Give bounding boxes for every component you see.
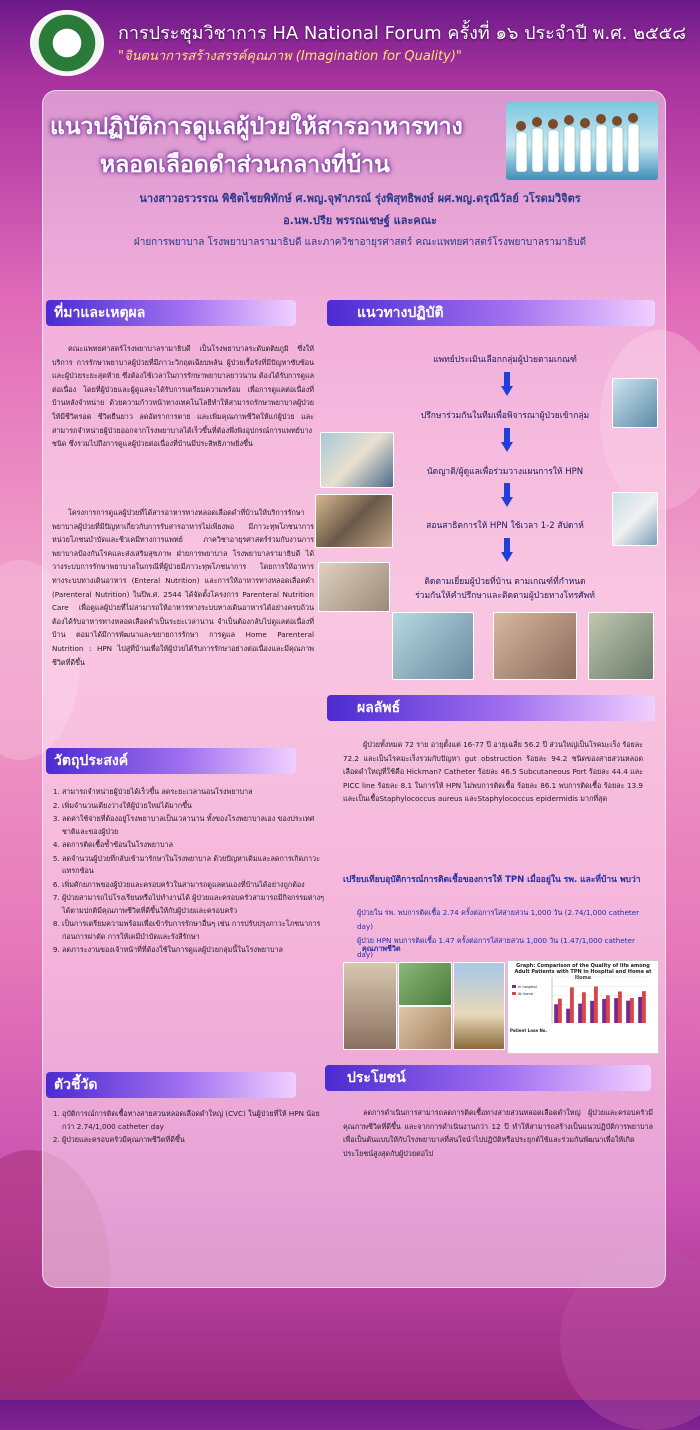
quality-photo xyxy=(398,962,452,1006)
chart-bar xyxy=(590,1001,594,1023)
benefit-para: ลดการดำเนินการสามารถลดการติดเชื้อทางสายสวนหลอดเลือดดำใหญ่ ผู้ป่วยและครอบครัวมีคุณภาพชีวิตที่ดีขึ้น และจากการดำเนินงานกว่า 12 ปี ทำให้สามารถสร้างเป็นแนวปฏิบัติการพยาบาล เพื่อเป็นต้นแบบให้กับโรงพยาบาลที่สนใจนำไปปฏิบัติหรือประยุกต์ใช้และร่วมกันพัฒนาเพื่อให้เกิดประโยชน์สูงสุดกับผู้ป่วยต่อไป xyxy=(343,1108,653,1158)
benefit-heading: ประโยชน์ xyxy=(325,1065,651,1091)
poster-title-line2: หลอดเลือดดำส่วนกลางที่บ้าน xyxy=(100,152,390,178)
background-para2: โครงการการดูแลผู้ป่วยที่ได้สารอาหารทางหลอดเลือดดำที่บ้านให้บริการรักษาพยาบาลผู้ป่วยที่มีปัญหาเกี่ยวกับการรับสารอาหารไม่เพียงพอ มีภาวะทุพโภชนาการ หน่วยโภชนบำบัดและชีวเคมีทางการแพทย์ ภาควิชาอายุรศาสตร์ร่วมกับงานการพยาบาลป้องกันโรคและส่งเสริมสุขภาพ ฝ่ายการพยาบาล โรงพยาบาลรามาธิบดี ได้วางระบบการรักษาพยาบาลในกรณีที่ผู้ป่วยมีภาวะทุพโภชนาการ โดยการให้อาหารทางระบบทางเดินอาหาร (Enteral Nutrition) และการให้อาหารทางหลอดเลือดดำ (Parenteral Nutrition) ในปีพ.ศ. 2544 ได้จัดตั้งโครงการ Parenteral Nutrition Care เพื่อดูแลผู้ป่วยที่ไม่สามารถให้อาหารทางระบบทางเดินอาหารได้อย่างครบถ้วน ต้องได้รับอาหารทางหลอดเลือดดำเป็นระยะเวลานาน จำเป็นต้องกลับไปดูแลต่อเนื่องที่บ้าน ตอมาได้มีการพัฒนาและขยายการรักษา การดูแล Home Parenteral Nutrition : HPN ไปสู่ที่บ้านเพื่อให้ผู้ป่วยได้รับการรักษาอย่างต่อเนื่องและมีคุณภาพชีวิตที่ดีขึ้น xyxy=(52,508,314,667)
chart-bar xyxy=(606,995,610,1023)
chart-legend-swatch xyxy=(512,992,516,995)
chart-bar xyxy=(578,1004,582,1023)
practice-photo xyxy=(612,378,658,428)
indicators-heading: ตัวชี้วัด xyxy=(46,1072,296,1098)
conference-title: การประชุมวิชาการ HA National Forum ครั้งที่ ๑๖ ประจำปี พ.ศ. ๒๕๕๘ xyxy=(118,23,687,44)
objective-item: 7. ผู้ป่วยสามารถไปโรงเรียนหรือไปทำงานได้ ผู้ป่วยและครอบครัวสามารถมีกิจกรรมต่างๆได้ตามปกติมีคุณภาพชีวิตที่ดีขึ้นให้กับผู้ป่วยและครอบครัว xyxy=(62,892,324,917)
chart-bar xyxy=(566,1009,570,1023)
flow-step-3: นัดญาติ/ผู้ดูแลเพื่อร่วมวางแผนการให้ HPN xyxy=(426,467,584,477)
chart-legend-swatch xyxy=(512,985,516,988)
chart-bar xyxy=(614,998,618,1023)
flow-step-5: ติดตามเยี่ยมผู้ป่วยที่บ้าน ตามเกณฑ์ที่กำหนด xyxy=(424,577,586,587)
chart-bar xyxy=(638,997,642,1023)
results-heading: ผลลัพธ์ xyxy=(327,695,655,721)
objective-item: 8. เป็นการเตรียมความพร้อมเพื่อเข้ารับการรักษาอื่นๆ เช่น การปรับปรุงภาวะโภชนาการก่อนการผ่าตัด การให้เคมีบำบัดและรังสีรักษา xyxy=(62,918,324,943)
practice-heading: แนวทางปฏิบัติ xyxy=(327,300,655,326)
chart-legend-label: In hospital xyxy=(518,985,537,989)
practice-photo xyxy=(392,612,474,680)
objectives-heading: วัตถุประสงค์ xyxy=(46,748,296,774)
objective-item: 1. สามารถจำหน่ายผู้ป่วยได้เร็วขึ้น ลดระยะเวลานอนโรงพยาบาล xyxy=(62,786,324,799)
objective-item: 9. ลดภาระงานของเจ้าหน้าที่ที่ต้องใช้ในการดูแลผู้ป่วยกลุ่มนี้ในโรงพยาบาล xyxy=(62,944,324,957)
practice-photo xyxy=(612,492,658,546)
chart-bar xyxy=(554,1004,558,1023)
quality-photo xyxy=(453,962,505,1050)
flow-step-2: ปรึกษาร่วมกันในทีมเพื่อพิจารณาผู้ป่วยเข้ากลุ่ม xyxy=(420,411,590,421)
chart-bar xyxy=(626,1001,630,1023)
hospital-logo xyxy=(30,10,104,76)
objective-item: 5. ลดจำนวนผู้ป่วยที่กลับเข้ามารักษาในโรงพยาบาล ด้วยปัญหาเดิมและลดการเกิดภาวะแทรกซ้อน xyxy=(62,853,324,878)
indicator-item: 2. ผู้ป่วยและครอบครัวมีคุณภาพชีวิตที่ดีขึ้น xyxy=(62,1134,324,1147)
objectives-list xyxy=(50,786,324,958)
results-para: ผู้ป่วยทั้งหมด 72 ราย อายุตั้งแต่ 16-77 ปี อายุเฉลี่ย 56.2 ปี ส่วนใหญ่เป็นโรคมะเร็ง ร้อยละ 72.2 และเป็นโรคมะเร็งรวมกับปัญหา gut obstruction ร้อยละ 94.2 ชนิดของสายสวนหลอดเลือดดำใหญ่ที่ใช้คือ Hickman? Catheter ร้อยละ 46.5 Subcutaneous Port ร้อยละ 44.4 และ PICC line ร้อยละ 8.1 ในการให้ HPN ไม่พบการติดเชื้อ ร้อยละ 86.1 พบการติดเชื้อ ร้อยละ 13.9 และเป็นเชื้อStaphylococcus aureus และStaphylococcus epidermidis มากที่สุด xyxy=(343,740,643,803)
flow-step-4: สอนสาธิตการให้ HPN ใช้เวลา 1-2 สัปดาห์ xyxy=(426,521,584,531)
practice-photo xyxy=(318,562,390,612)
flow-step-1: แพทย์ประเมินเลือกกลุ่มผู้ป่วยตามเกณฑ์ xyxy=(433,355,577,365)
objective-item: 2. เพิ่มจำนวนเตียงว่างให้ผู้ป่วยใหม่ได้มากขึ้น xyxy=(62,800,324,813)
flow-step-6: ร่วมกันให้คำปรึกษาและติดตามผู้ป่วยทางโทรศัพท์ xyxy=(415,591,595,601)
chart-bar xyxy=(618,991,622,1023)
chart-bar xyxy=(570,987,574,1023)
affiliation: ฝ่ายการพยาบาล โรงพยาบาลรามาธิบดี และภาควิชาอายุรศาสตร์ คณะแพทยศาสตร์โรงพยาบาลรามาธิบดี xyxy=(133,237,587,248)
background-para1: คณะแพทยศาสตร์โรงพยาบาลรามาธิบดี เป็นโรงพยาบาลระดับตติยภูมิ ซึ่งให้บริการ การรักษาพยาบาลผู้ป่วยที่มีภาวะวิกฤตเฉียบพลัน ผู้ป่วยเรื้อรังที่มีปัญหาซับซ้อนและผู้ป่วยระยะสุดท้าย ซึ่งต้องใช้เวลาในการรักษาพยาบาลยาวนาน ต้องได้รับการดูแลต่อเนื่อง โดยที่ผู้ป่วยและผู้ดูแลจะได้รับการเตรียมความพร้อม เพื่อการดูแลต่อเนื่องที่บ้านหลังจำหน่าย ด้วยความก้าวหน้าทางเทคโนโลยีทำให้สามารถรักษาพยาบาลผู้ป่วยให้มีชีวิตรอด ชีวิตยืนยาว ลดอัตราการตาย และเพิ่มคุณภาพชีวิตให้แก่ผู้ป่วย และสามารถจำหน่ายผู้ป่วยออกจากโรงพยาบาลได้เร็วขึ้นที่ต้องพึ่งพิงอุปกรณ์การแพทย์บางชนิด ซึ่งรวมไปถึงการดูแลผู้ป่วยต่อเนื่องที่บ้านมีประสิทธิภาพยิ่งขึ้น xyxy=(52,344,314,449)
practice-photo xyxy=(493,612,577,680)
poster-title-line1: แนวปฏิบัติการดูแลผู้ป่วยให้สารอาหารทาง xyxy=(50,114,463,140)
chart-row-label: Patient Lose No. xyxy=(510,1028,548,1033)
quality-of-life-chart xyxy=(507,960,659,1054)
objective-item: 6. เพิ่มศักยภาพของผู้ป่วยและครอบครัวในสามารถดูแลตนเองที่บ้านได้อย่างถูกต้อง xyxy=(62,879,324,892)
chart-bar xyxy=(630,998,634,1023)
chart-svg xyxy=(508,973,656,1051)
objective-item: 4. ลดการติดเชื้อซ้ำซ้อนในโรงพยาบาล xyxy=(62,839,324,852)
objective-item: 3. ลดค่าใช้จ่ายที่ต้องอยู่โรงพยาบาลเป็นเวลานาน ทั้งของโรงพยาบาลเอง ของประเทศชาติและของผู้ป่วย xyxy=(62,813,324,838)
results-hpn: ผู้ป่วย HPN พบการติดเชื้อ 1.47 ครั้งต่อการใส่สายสวน 1,000 วัน (1.47/1,000 catheter day) xyxy=(357,936,635,959)
practice-photo xyxy=(588,612,654,680)
chart-bar xyxy=(602,999,606,1023)
chart-bar xyxy=(582,992,586,1023)
practice-photo xyxy=(320,432,394,488)
indicators-list xyxy=(50,1108,324,1148)
authors-line1: นางสาวอรวรรณ พิชิตไชยพิทักษ์ ศ.พญ.จุฬาภรณ์ รุ่งพิสุทธิพงษ์ ผศ.พญ.ดรุณีวัลย์ วโรดมวิจิตร xyxy=(139,192,581,205)
poster-title xyxy=(50,108,500,184)
flow-arrow-icon xyxy=(501,483,513,507)
quality-photo xyxy=(398,1006,452,1050)
team-photo xyxy=(506,102,658,180)
flow-arrow-icon xyxy=(501,372,513,396)
quality-photo xyxy=(343,962,397,1050)
results-compare-heading: เปรียบเทียบอุบัติการณ์การติดเชื้อของการให้ TPN เมื่ออยู่ใน รพ. และที่บ้าน พบว่า xyxy=(343,875,641,885)
chart-title: Graph: Comparison of the Quality of life among Adult Patients with TPN in Hospital and Home at Home xyxy=(514,963,652,981)
chart-bar xyxy=(558,999,562,1023)
practice-photo xyxy=(315,494,393,548)
flow-arrow-icon xyxy=(501,538,513,562)
chart-legend-label: At home xyxy=(518,992,534,996)
conference-subtitle: "จินตนาการสร้างสรรค์คุณภาพ (Imagination for Quality)" xyxy=(118,49,462,64)
quality-of-life-label: คุณภาพชีวิต xyxy=(362,944,401,953)
authors xyxy=(60,188,660,232)
authors-line2: อ.นพ.ปรีย พรรณเชษฐ์ และคณะ xyxy=(283,214,437,227)
chart-bar xyxy=(594,987,598,1023)
chart-bar xyxy=(642,991,646,1023)
results-inpatient: ผู้ป่วยใน รพ. พบการติดเชื้อ 2.74 ครั้งต่อการใส่สายสวน 1,000 วัน (2.74/1,000 catheter day) xyxy=(357,908,640,931)
flow-arrow-icon xyxy=(501,428,513,452)
indicator-item: 1. อุบัติการณ์การติดเชื้อทางสายสวนหลอดเลือดดำใหญ่ (CVC) ในผู้ป่วยที่ให้ HPN น้อยกว่า 2.74/1,000 catheter day xyxy=(62,1108,324,1133)
background-heading: ที่มาและเหตุผล xyxy=(46,300,296,326)
conference-header xyxy=(0,0,700,78)
